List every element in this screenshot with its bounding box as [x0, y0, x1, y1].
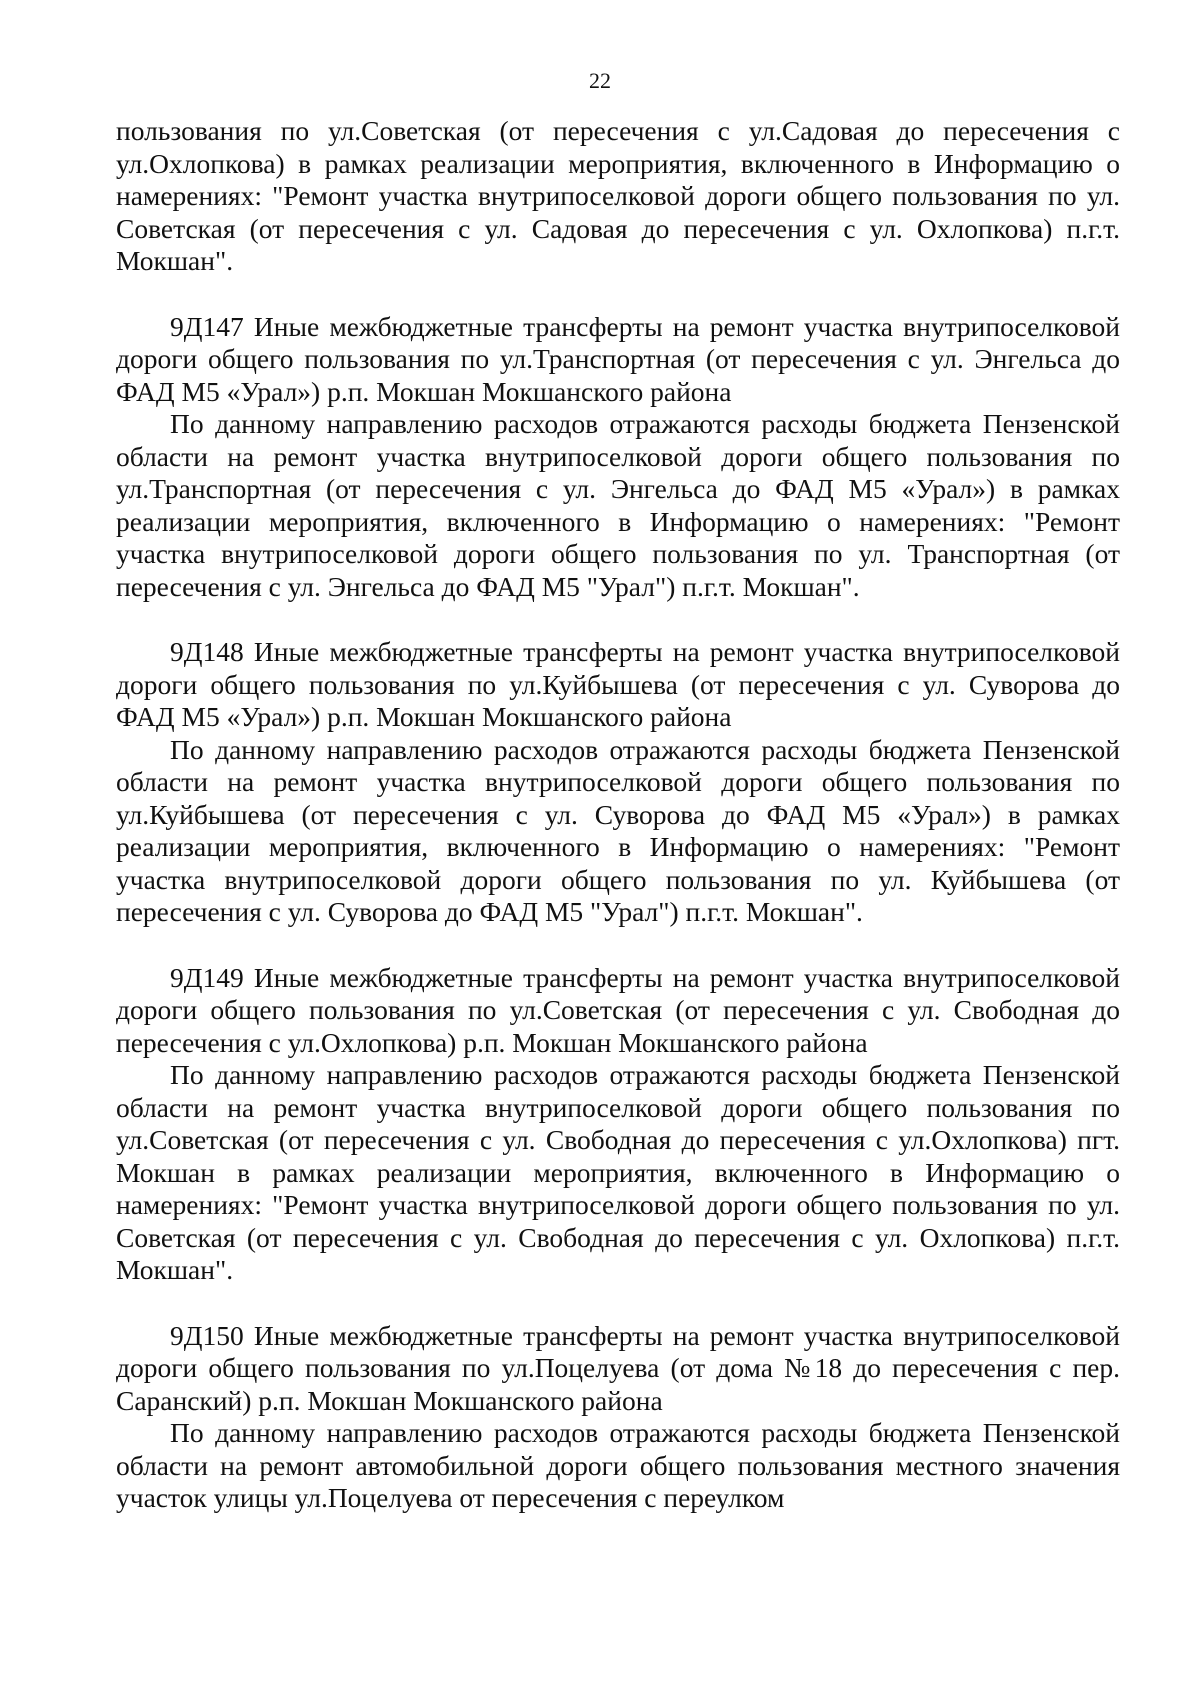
- paragraph-gap: [116, 278, 1120, 311]
- paragraph-gap: [116, 1287, 1120, 1320]
- section-description-9d150: По данному направлению расходов отражаются расходы бюджета Пензенской области на ремонт автомобильной дороги общего пользования местного значения участок улицы ул.Поцелуева от пересечения с переулком: [116, 1417, 1120, 1513]
- paragraph-gap: [116, 929, 1120, 962]
- section-heading-9d147: 9Д147 Иные межбюджетные трансферты на ремонт участка внутрипоселковой дороги общего пользования по ул.Транспортная (от пересечения с ул. Энгельса до ФАД М5 «Урал») р.п. Мокшан Мокшанского района: [116, 310, 1120, 407]
- section-heading-9d149: 9Д149 Иные межбюджетные трансферты на ремонт участка внутрипоселковой дороги общего пользования по ул.Советская (от пересечения с ул. Свободная до пересечения с ул.Охлопкова) р.п. Мокшан Мокшанского района: [116, 961, 1120, 1058]
- section-heading-9d148: 9Д148 Иные межбюджетные трансферты на ремонт участка внутрипоселковой дороги общего пользования по ул.Куйбышева (от пересечения с ул. Суворова до ФАД М5 «Урал») р.п. Мокшан Мокшанского района: [116, 636, 1120, 732]
- paragraph-gap: [116, 603, 1120, 636]
- paragraph-continuation: пользования по ул.Советская (от пересечения с ул.Садовая до пересечения с ул.Охлопкова) в рамках реализации мероприятия, включенного в Информацию о намерениях: "Ремонт участка внутрипоселковой дороги общего пользования по ул. Советская (от пересечения с ул. Садовая до пересечения с ул. Охлопкова) п.г.т. Мокшан".: [116, 115, 1120, 276]
- section-description-9d149: По данному направлению расходов отражаются расходы бюджета Пензенской области на ремонт участка внутрипоселковой дороги общего пользования по ул.Советская (от пересечения с ул. Свободная до пересечения с ул.Охлопкова) пгт. Мокшан в рамках реализации мероприятия, включенного в Информацию о намерениях: "Ремонт участка внутрипоселковой дороги общего пользования по ул. Советская (от пересечения с ул. Свободная до пересечения с ул. Охлопкова) п.г.т. Мокшан".: [116, 1059, 1120, 1285]
- document-body: [116, 115, 1120, 1515]
- section-description-9d148: По данному направлению расходов отражаются расходы бюджета Пензенской области на ремонт участка внутрипоселковой дороги общего пользования по ул.Куйбышева (от пересечения с ул. Суворова до ФАД М5 «Урал») в рамках реализации мероприятия, включенного в Информацию о намерениях: "Ремонт участка внутрипоселковой дороги общего пользования по ул. Куйбышева (от пересечения с ул. Суворова до ФАД М5 "Урал") п.г.т. Мокшан".: [116, 733, 1120, 927]
- page-number: 22: [589, 68, 611, 93]
- section-description-9d147: По данному направлению расходов отражаются расходы бюджета Пензенской области на ремонт участка внутрипоселковой дороги общего пользования по ул.Транспортная (от пересечения с ул. Энгельса до ФАД М5 «Урал») в рамках реализации мероприятия, включенного в Информацию о намерениях: "Ремонт участка внутрипоселковой дороги общего пользования по ул. Транспортная (от пересечения с ул. Энгельса до ФАД М5 "Урал") п.г.т. Мокшан".: [116, 408, 1120, 602]
- section-heading-9d150: 9Д150 Иные межбюджетные трансферты на ремонт участка внутрипоселковой дороги общего пользования по ул.Поцелуева (от дома №18 до пересечения с пер. Саранский) р.п. Мокшан Мокшанского района: [116, 1319, 1120, 1416]
